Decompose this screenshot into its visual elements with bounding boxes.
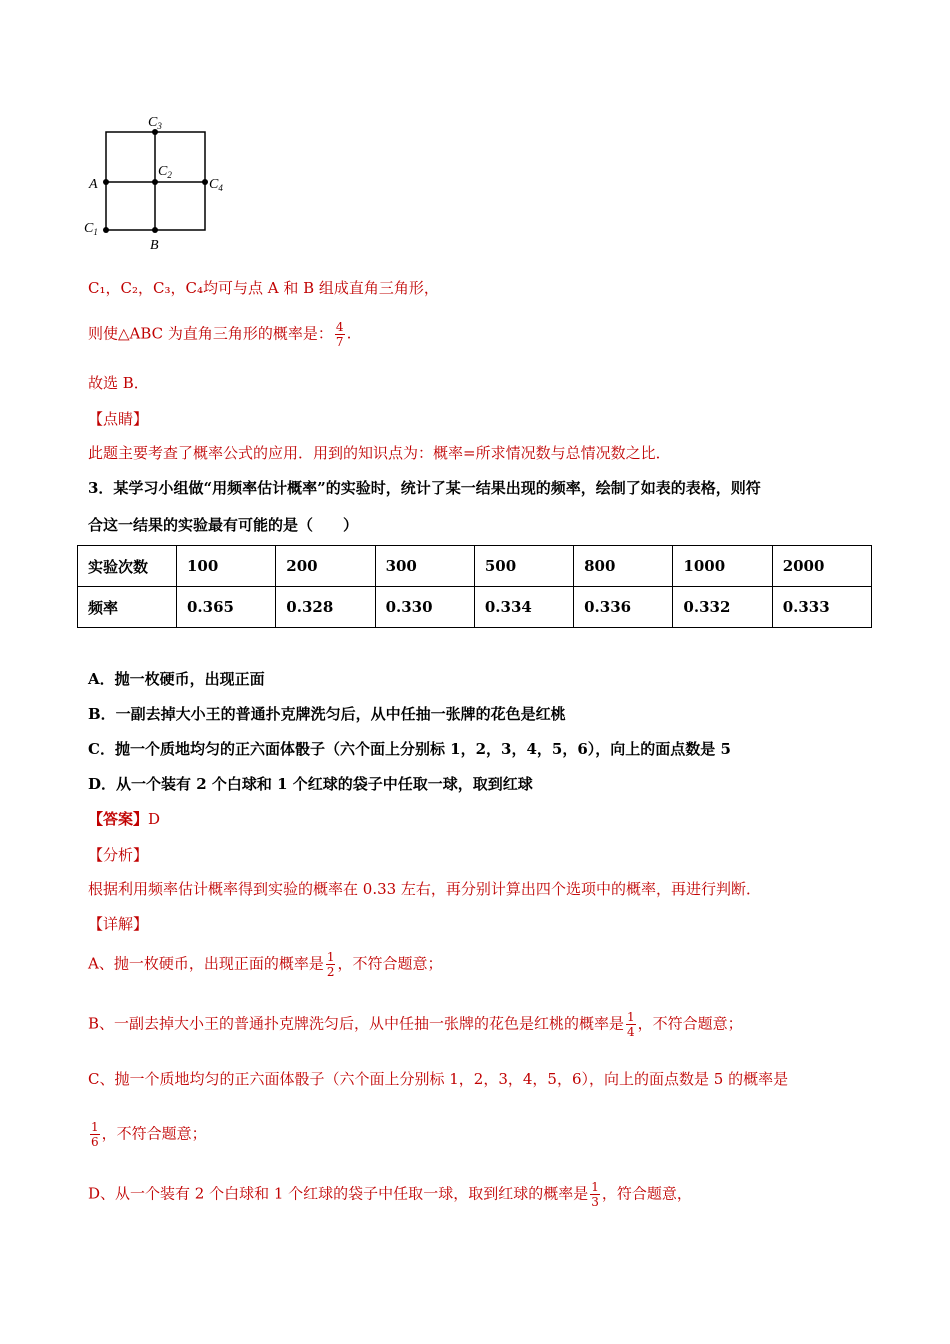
label-c2: $C_2$ [158,164,172,180]
table-cell: 100 [177,546,276,587]
label-a: A [89,177,98,192]
table-cell: 0.330 [375,587,474,628]
table-cell: 500 [474,546,573,587]
table-cell: 0.365 [177,587,276,628]
dianjing-text: 此题主要考查了概率公式的应用．用到的知识点为：概率=所求情况数与总情况数之比． [88,444,671,462]
table-cell: 2000 [772,546,871,587]
point-c1 [103,227,109,233]
detail-b: B、一副去掉大小王的普通扑克牌洗匀后，从中任抽一张牌的花色是红桃的概率是 $\frac{1}{4}$ ，不符合题意； [88,1010,743,1039]
answer-line [88,808,160,830]
table-row [78,546,872,587]
table-cell: 300 [375,546,474,587]
solution-line-2: 则使△ABC 为直角三角形的概率是： $\frac{4}{7}$ . [88,320,352,349]
table-row-label: 频率 [78,587,177,628]
detail-c-line-1: C、抛一个质地均匀的正六面体骰子（六个面上分别标 1，2，3，4，5，6），向上的面点数是 5 的概率是 [88,1070,789,1088]
question-line-1: 3．某学习小组做“用频率估计概率”的实验时，统计了某一结果出现的频率，绘制了如表的表格，则符 [88,479,761,497]
table-header-label: 实验次数 [78,546,177,587]
option-b: B．一副去掉大小王的普通扑克牌洗匀后，从中任抽一张牌的花色是红桃 [88,705,566,723]
table-row [78,587,872,628]
table-cell: 200 [276,546,375,587]
fenxi-text: 根据利用频率估计概率得到实验的概率在 0.33 左右，再分别计算出四个选项中的概率，再进行判断． [88,880,761,898]
dianjing-label: 【点睛】 [88,410,149,428]
point-c2 [152,179,158,185]
label-c4: $C_4$ [209,177,223,193]
point-c4 [202,179,208,185]
detail-a: A、抛一枚硬币，出现正面的概率是 $\frac{1}{2}$ ，不符合题意； [88,950,443,979]
label-c3: $C_3$ [148,115,162,131]
detail-d: D、从一个装有 2 个白球和 1 个红球的袋子中任取一球，取到红球的概率是 $\frac{1}{3}$ ，符合题意， [88,1180,692,1209]
point-b [152,227,158,233]
table-cell: 0.333 [772,587,871,628]
table-cell: 0.334 [474,587,573,628]
solution-line-3: 故选 B． [88,374,149,392]
label-b: B [150,238,159,253]
solution-line-1: C₁，C₂，C₃，C₄均可与点 A 和 B 组成直角三角形， [88,279,439,297]
table-cell: 0.332 [673,587,772,628]
detail-c-line-2: $\frac{1}{6}$ ，不符合题意； [91,1120,207,1149]
grid-diagram [80,110,240,260]
label-c1: $C_1$ [84,221,98,237]
answer-label: 【答案】 [88,810,149,828]
table-cell: 800 [574,546,673,587]
point-a [103,179,109,185]
table-cell: 0.328 [276,587,375,628]
question-line-2: 合这一结果的实验最有可能的是（ ） [88,516,359,534]
fenxi-label: 【分析】 [88,846,149,864]
xiangjie-label: 【详解】 [88,915,149,933]
answer-value: D [148,810,161,828]
option-c: C．抛一个质地均匀的正六面体骰子（六个面上分别标 1，2，3，4，5，6），向上的面点数是 5 [88,740,731,758]
table-cell: 1000 [673,546,772,587]
option-a: A．抛一枚硬币，出现正面 [88,670,265,688]
frequency-table [77,545,872,628]
option-d: D．从一个装有 2 个白球和 1 个红球的袋子中任取一球，取到红球 [88,775,533,793]
table-cell: 0.336 [574,587,673,628]
